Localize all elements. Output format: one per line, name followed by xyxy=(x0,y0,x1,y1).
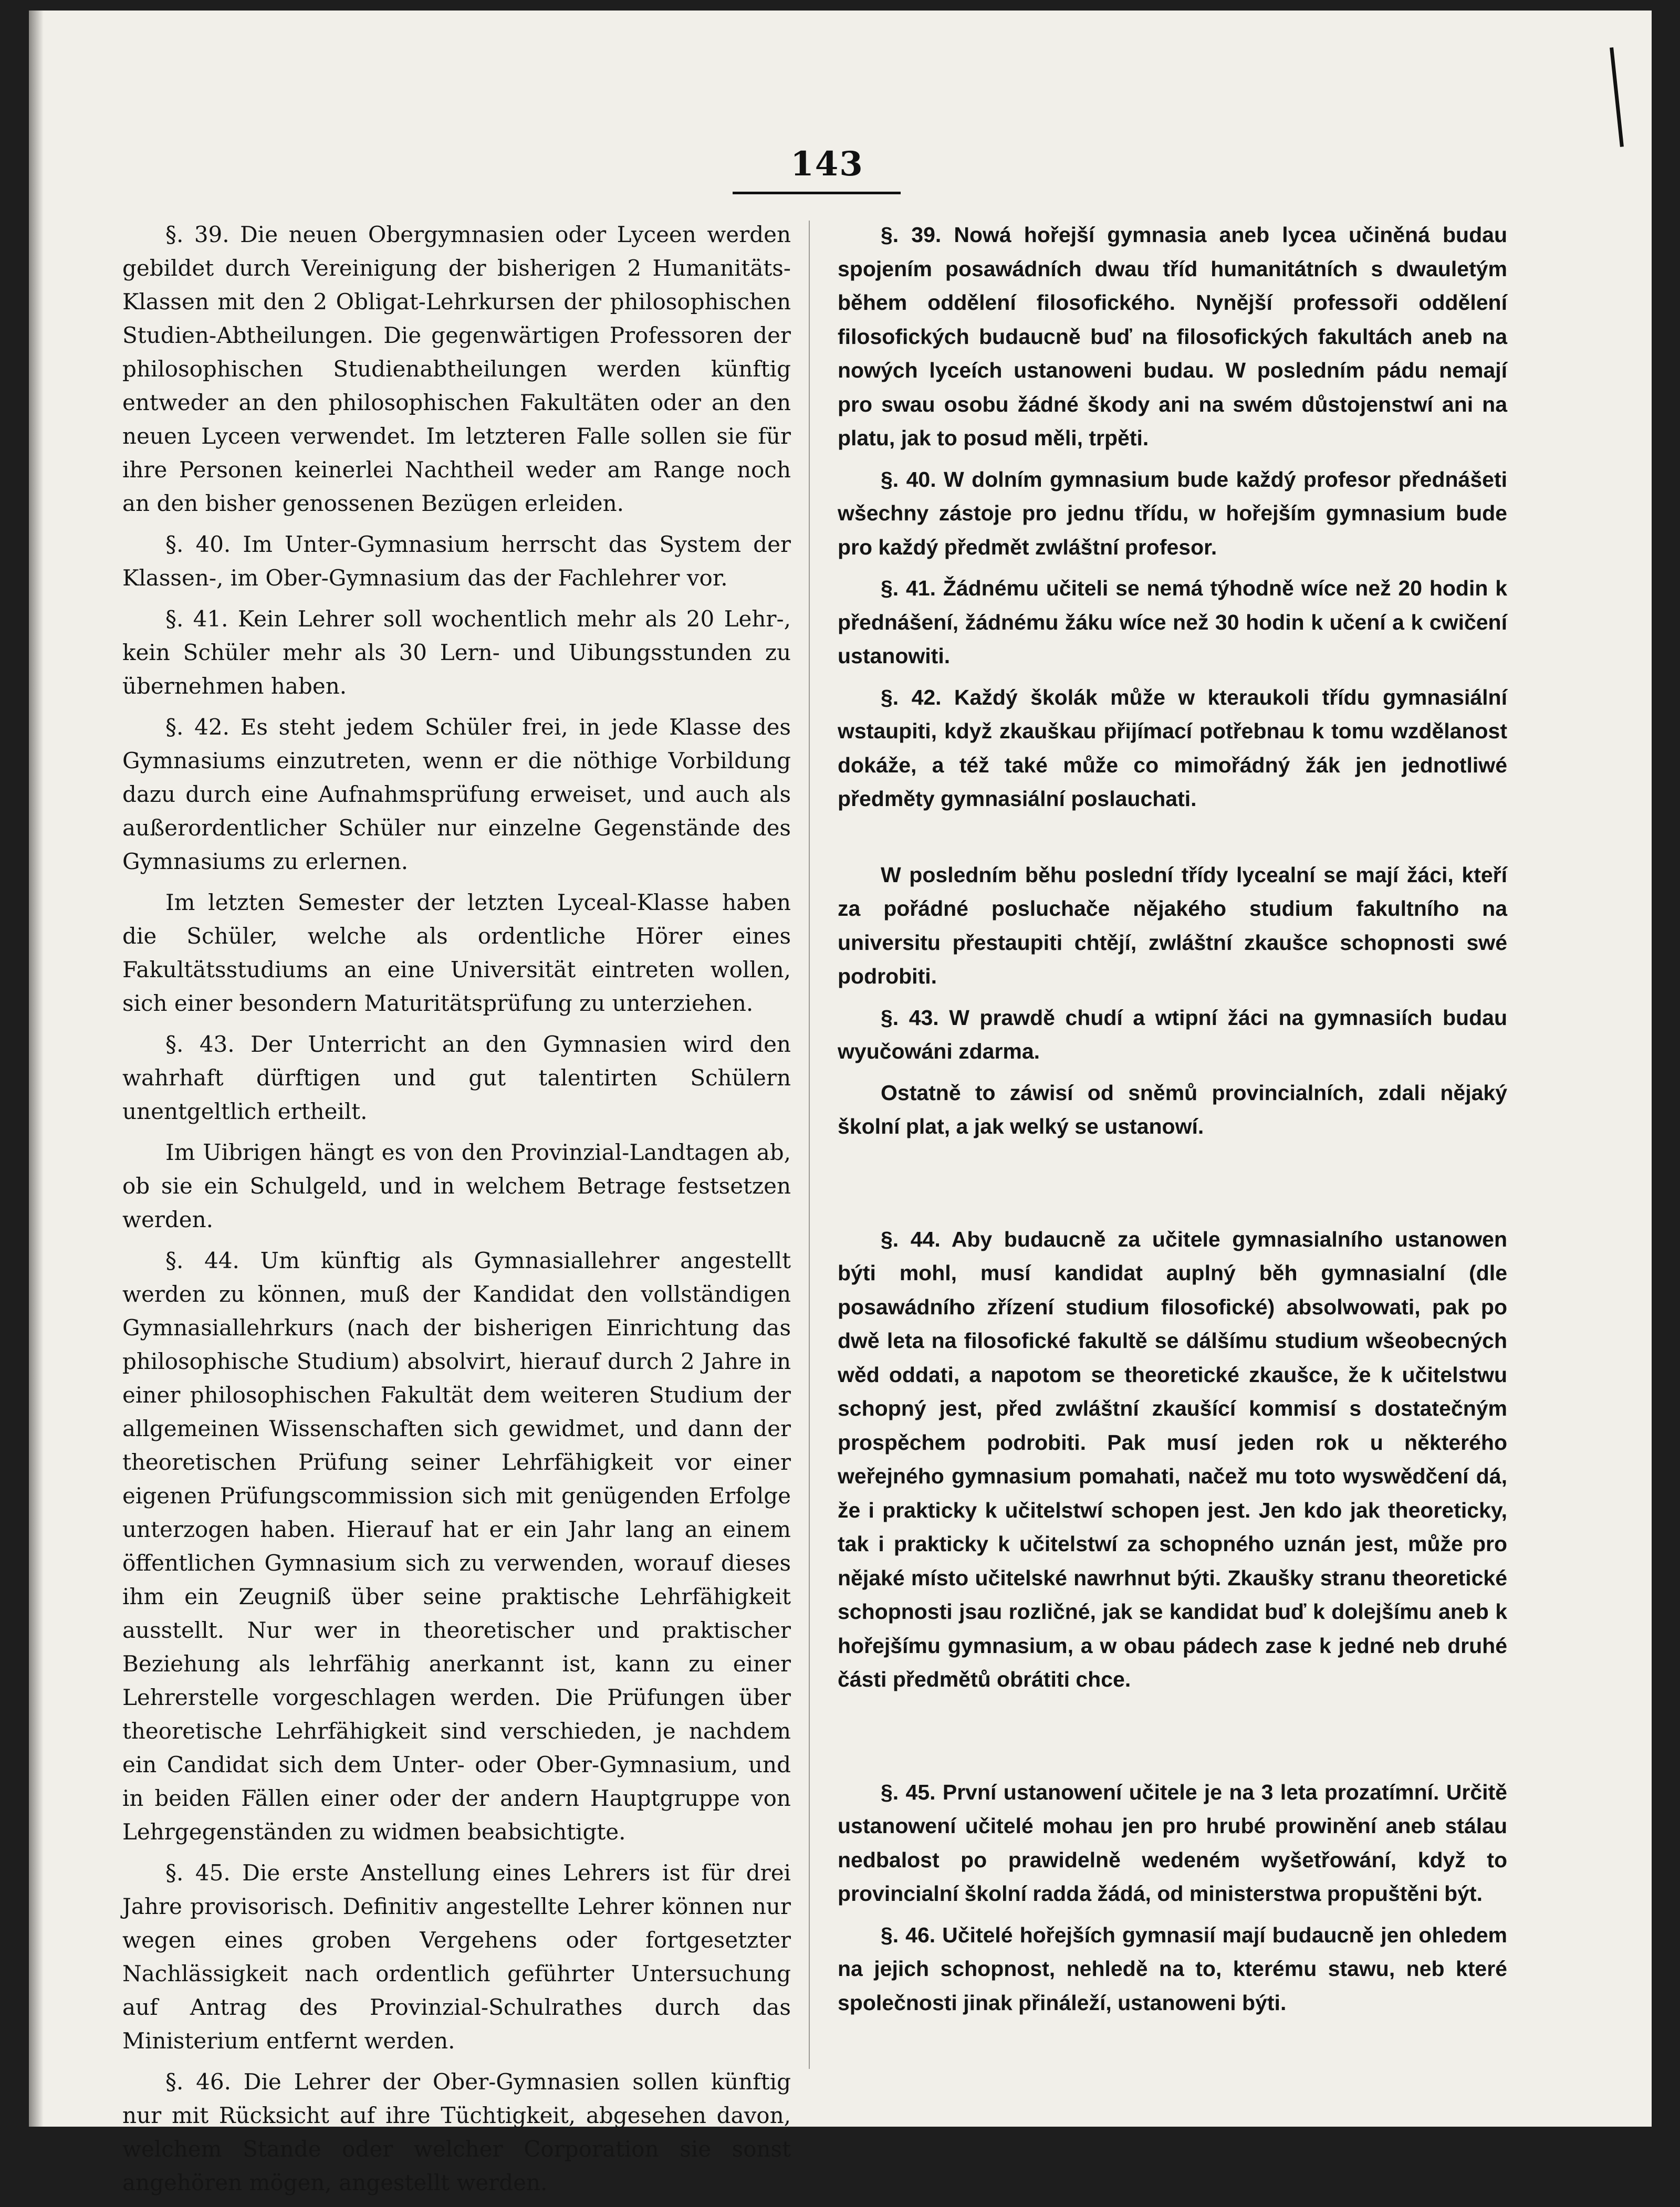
de-paragraph-43-cont: Im Uibrigen hängt es von den Provinzial-Landtagen ab, ob sie ein Schulgeld, und in welchem Betrage festsetzen werden. xyxy=(122,1139,791,1232)
cs-paragraph-43-cont: Ostatně to záwisí od sněmů provincialních, zdali nějaký školní plat, a jak welký se ustanowí. xyxy=(838,1080,1507,1138)
czech-column xyxy=(838,218,1507,2027)
de-paragraph-39: §. 39. Die neuen Obergymnasien oder Lyceen werden gebildet durch Vereinigung der bisherigen 2 Humanitäts-Klassen mit den 2 Obligat-Lehrkursen der philosophischen Studien-Abtheilungen. Die gegenwärtigen Professoren der philosophischen Studienabtheilungen werden künftig entweder an den philosophischen Fakultäten oder an den neuen Lyceen verwendet. Im letzteren Falle sollen sie für ihre Personen keinerlei Nachtheil weder am Range noch an den bisher genossenen Bezügen erleiden. xyxy=(122,222,791,516)
de-paragraph-42-cont: Im letzten Semester der letzten Lyceal-Klasse haben die Schüler, welche als ordentliche Hörer eines Fakultätsstudiums an eine Universität eintreten wollen, sich einer besondern Maturitätsprüfung zu unterziehen. xyxy=(122,890,791,1016)
de-paragraph-45: §. 45. Die erste Anstellung eines Lehrers ist für drei Jahre provisorisch. Definitiv angestellte Lehrer können nur wegen eines groben Vergehens oder fortgesetzter Nachlässigkeit nach ordentlich geführter Untersuchung auf Antrag des Provinzial-Schulrathes durch das Ministerium entfernt werden. xyxy=(122,1860,791,2054)
de-paragraph-46: §. 46. Die Lehrer der Ober-Gymnasien sollen künftig nur mit Rücksicht auf ihre Tüchtigkeit, abgesehen davon, welchem Stande oder welcher Corporation sie sonst angehören mögen, angestellt werden. xyxy=(122,2069,791,2195)
cs-paragraph-45: §. 45. První ustanowení učitele je na 3 leta prozatímní. Určitě ustanowení učitelé mohau jen pro hrubé prowinění aneb stálau nedbalost po prawidelně wedeném wyšetřowání, když to provincialní školní radda žádá, od ministerstwa propuštěni být. xyxy=(838,1780,1507,1906)
de-paragraph-41: §. 41. Kein Lehrer soll wochentlich mehr als 20 Lehr-, kein Schüler mehr als 30 Lern- und Uibungsstunden zu übernehmen haben. xyxy=(122,606,791,699)
column-divider xyxy=(809,221,810,2069)
de-paragraph-43: §. 43. Der Unterricht an den Gymnasien wird den wahrhaft dürftigen und gut talentirten Schülern unentgeltlich ertheilt. xyxy=(122,1031,791,1124)
cs-paragraph-42-cont: W posledním běhu poslední třídy lycealní se mají žáci, kteří za pořádné posluchače nějakého studium fakultního na universitu přestaupiti chtějí, zwláštní zkaušce schopnosti swé podrobiti. xyxy=(838,862,1507,988)
cs-paragraph-46: §. 46. Učitelé hořejších gymnasií mají budaucně jen ohledem na jejich schopnost, nehledě na to, kterému stawu, neb které společnosti jinak přináleží, ustanoweni býti. xyxy=(838,1922,1507,2015)
cs-paragraph-42: §. 42. Každý školák může w kteraukoli třídu gymnasiální wstaupiti, když zkauškau přijímací potřebnau k tomu wzdělanost dokáže, a též také může co mimořádný žák jen jednotliwé předměty gymnasiální poslauchati. xyxy=(838,685,1507,811)
page-number-rule xyxy=(733,192,901,194)
de-paragraph-44: §. 44. Um künftig als Gymnasiallehrer angestellt werden zu können, muß der Kandidat den vollständigen Gymnasiallehrkurs (nach der bisherigen Einrichtung das philosophische Studium) absolvirt, hierauf durch 2 Jahre in einer philosophischen Fakultät dem weiteren Studium der allgemeinen Wissenschaften sich gewidmet, und dann der theoretischen Prüfung seiner Lehrfähigkeit vor einer eigenen Prüfungscommission sich mit genügenden Erfolge unterzogen haben. Hierauf hat er ein Jahr lang an einem öffentlichen Gymnasium sich zu verwenden, worauf dieses ihm ein Zeugniß über seine praktische Lehrfähigkeit ausstellt. Nur wer in theoretischer und praktischer Beziehung als lehrfähig anerkannt ist, kann zu einer Lehrerstelle vorgeschlagen werden. Die Prüfungen über theoretische Lehrfähigkeit sind verschieden, je nachdem ein Candidat sich dem Unter- oder Ober-Gymnasium, und in beiden Fällen einer oder der andern Hauptgruppe von Lehrgegenständen zu widmen beabsichtigte. xyxy=(122,1248,791,1845)
binding-shadow xyxy=(29,11,44,2127)
cs-paragraph-40: §. 40. W dolním gymnasium bude každý profesor přednášeti wšechny zástoje pro jednu třídu, w hořejším gymnasium bude pro každý předmět zwláštní profesor. xyxy=(838,467,1507,559)
edge-mark xyxy=(1610,47,1624,147)
german-column xyxy=(122,218,791,2207)
document-page xyxy=(29,11,1652,2195)
cs-paragraph-43: §. 43. W prawdě chudí a wtipní žáci na gymnasiích budau wyučowáni zdarma. xyxy=(838,1005,1507,1063)
cs-paragraph-44: §. 44. Aby budaucně za učitele gymnasialního ustanowen býti mohl, musí kandidat auplný běh gymnasialní (dle posawádního zřízení studium filosofické) absolwowati, pak po dwě leta na filosofické fakultě se dálšímu studium wšeobecných wěd oddati, a napotom se theoretické zkaušce, že k učitelstwu schopný jest, před zwláštní zkaušící kommisí s dostatečným prospěchem podrobiti. Pak musí jeden rok u některého weřejného gymnasium pomahati, načež mu toto wyswědčení dá, že i prakticky k učitelstwí schopen jest. Jen kdo jak theoreticky, tak i prakticky k učitelstwí za schopného uznán jest, může pro nějaké místo učitelské nawrhnut býti. Zkaušky stranu theoretické schopnosti jsau rozličné, jak se kandidat buď k dolejšímu aneb k hořejšímu gymnasium, a w obau pádech zase k jedné neb druhé části předmětů obrátiti chce. xyxy=(838,1227,1507,1691)
de-paragraph-42: §. 42. Es steht jedem Schüler frei, in jede Klasse des Gymnasiums einzutreten, wenn er die nöthige Vorbildung dazu durch eine Aufnahmsprüfung erweiset, und auch als außerordentlicher Schüler nur einzelne Gegenstände des Gymnasiums zu erlernen. xyxy=(122,714,791,874)
page-number: 143 xyxy=(790,144,864,184)
cs-paragraph-41: §. 41. Žádnému učiteli se nemá týhodně wíce než 20 hodin k přednášení, žádnému žáku wíce než 30 hodin k učení a k cwičení ustanowiti. xyxy=(838,576,1507,668)
de-paragraph-40: §. 40. Im Unter-Gymnasium herrscht das System der Klassen-, im Ober-Gymnasium das der Fachlehrer vor. xyxy=(122,531,791,591)
cs-paragraph-39: §. 39. Nowá hořejší gymnasia aneb lycea učiněná budau spojením posawádních dwau tříd humanitátních s dwauletým během oddělení filosofického. Nynější professoři oddělení filosofických budaucně buď na filosofických fakultách aneb na nowých lyceích ustanoweni budau. W posledním pádu nemají pro swau osobu žádné škody ani na swém důstojenstwí ani na platu, jak to posud měli, trpěti. xyxy=(838,223,1507,450)
